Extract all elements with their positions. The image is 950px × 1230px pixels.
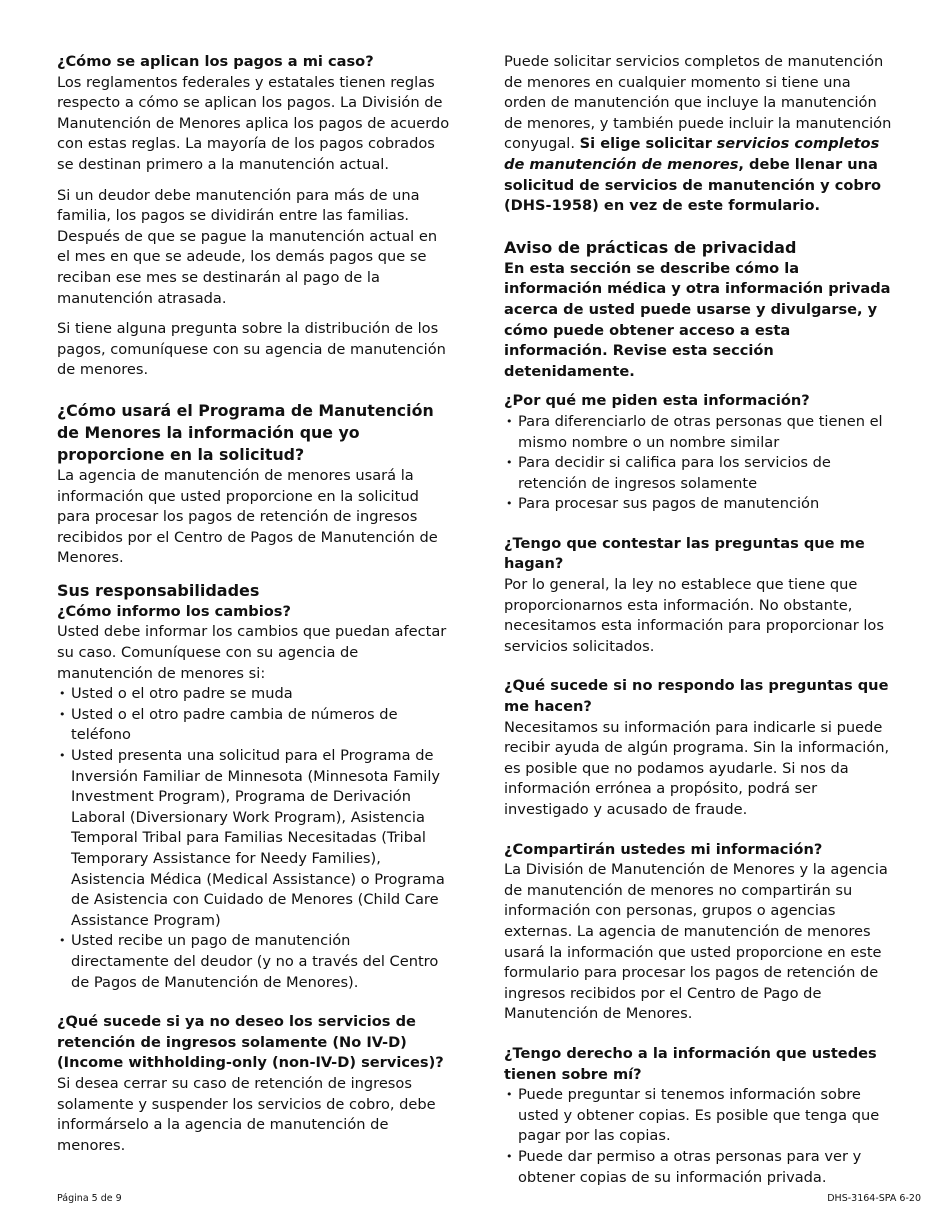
list-item: • Para diferenciarlo de otras personas que tienen el mismo nombre o un nombre similar bbox=[504, 412, 896, 453]
full-services-bold-start: Si elige solicitar bbox=[579, 135, 712, 153]
list-item: • Para decidir si califica para los servicios de retención de ingresos solamente bbox=[504, 453, 896, 494]
why-asked-list bbox=[504, 412, 896, 515]
left-column bbox=[57, 52, 452, 1156]
full-services-bold-italic: servicios completos de manutención de menores bbox=[504, 135, 880, 173]
form-id: DHS-3164-SPA 6-20 bbox=[827, 1193, 921, 1204]
heading-why-asked: ¿Por qué me piden esta información? bbox=[504, 392, 810, 410]
paragraph-payments-questions: Si tiene alguna pregunta sobre la distribución de los pagos, comuníquese con su agencia de manutención de menores. bbox=[57, 320, 446, 379]
right-column bbox=[504, 52, 896, 1188]
heading-privacy-notice: Aviso de prácticas de privacidad bbox=[504, 237, 797, 257]
page-number: Página 5 de 9 bbox=[57, 1193, 122, 1204]
heading-your-responsibilities: Sus responsabilidades bbox=[57, 580, 260, 600]
paragraph-will-share-info: La División de Manutención de Menores y la agencia de manutención de menores no compartirán su información con personas, grupos o agencias externas. La agencia de manutención de menores usará la información que usted proporcione en este formulario para procesar los pagos de retención de ingresos recibidos por el Centro de Pago de Manutención de Menores. bbox=[504, 861, 888, 1023]
heading-right-to-info: ¿Tengo derecho a la información que ustedes tienen sobre mí? bbox=[504, 1044, 877, 1083]
heading-must-answer: ¿Tengo que contestar las preguntas que me hagan? bbox=[504, 534, 865, 573]
full-services-bold-end: , debe llenar una solicitud de servicios de manutención y cobro (DHS-1958) en vez de este formulario. bbox=[504, 155, 882, 215]
paragraph-payments-multiple-families: Si un deudor debe manutención para más de una familia, los pagos se dividirán entre las familias. Después de que se pague la manutención actual en el mes en que se adeude, los demás pagos que se reciban ese mes se destinarán al pago de la manutención atrasada. bbox=[57, 186, 438, 307]
paragraph-full-services bbox=[504, 52, 896, 217]
right-to-info-list bbox=[504, 1085, 896, 1188]
list-item: • Para procesar sus pagos de manutención bbox=[504, 494, 896, 515]
list-item: • Puede dar permiso a otras personas para ver y obtener copias de su información privada. bbox=[504, 1147, 896, 1188]
heading-how-program-uses-info: ¿Cómo usará el Programa de Manutención de Menores la información que yo proporcione en la solicitud? bbox=[57, 400, 434, 464]
list-item: • Usted presenta una solicitud para el Programa de Inversión Familiar de Minnesota (Minnesota Family Investment Program), Programa de Derivación Laboral (Diversionary Work Program), Asistencia Temporal Tribal para Familias Necesitadas (Tribal Temporary Assistance for Needy Families), Asistencia Médica (Medical Assistance) o Programa de Asistencia con Cuidado de Menores (Child Care Assistance Program) bbox=[57, 746, 452, 931]
heading-will-share-info: ¿Compartirán ustedes mi información? bbox=[504, 840, 823, 858]
heading-no-longer-want-services: ¿Qué sucede si ya no deseo los servicios de retención de ingresos solamente (No IV-D) (Income withholding-only (non-IV-D) services)? bbox=[57, 1013, 444, 1072]
paragraph-must-answer: Por lo general, la ley no establece que tiene que proporcionarnos esta información. No obstante, necesitamos esta información para proporcionar los servicios solicitados. bbox=[504, 576, 884, 655]
list-item: • Usted recibe un pago de manutención directamente del deudor (y no a través del Centro de Pagos de Manutención de Menores). bbox=[57, 931, 452, 993]
heading-how-payments-applied: ¿Cómo se aplican los pagos a mi caso? bbox=[57, 53, 374, 70]
list-item: • Usted o el otro padre se muda bbox=[57, 684, 452, 705]
heading-if-not-answer: ¿Qué sucede si no respondo las preguntas que me hacen? bbox=[504, 677, 889, 716]
paragraph-report-changes: Usted debe informar los cambios que puedan afectar su caso. Comuníquese con su agencia de manutención de menores si: bbox=[57, 623, 447, 682]
paragraph-if-not-answer: Necesitamos su información para indicarle si puede recibir ayuda de algún programa. Sin la información, es posible que no podamos ayudarle. Si nos da información errónea a propósito, podrá ser investigado y acusado de fraude. bbox=[504, 718, 890, 818]
paragraph-close-case: Si desea cerrar su caso de retención de ingresos solamente y suspender los servicios de cobro, debe informárselo a la agencia de manutención de menores. bbox=[57, 1074, 436, 1154]
paragraph-program-uses-info: La agencia de manutención de menores usará la información que usted proporcione en la solicitud para procesar los pagos de retención de ingresos recibidos por el Centro de Pagos de Manutención de Menores. bbox=[57, 466, 438, 567]
heading-how-report-changes: ¿Cómo informo los cambios? bbox=[57, 602, 291, 620]
paragraph-privacy-notice: En esta sección se describe cómo la información médica y otra información privada acerca de usted puede usarse y divulgarse, y cómo puede obtener acceso a esta información. Revise esta sección detenidamente. bbox=[504, 259, 891, 380]
changes-list bbox=[57, 684, 452, 993]
full-services-text: Puede solicitar servicios completos de manutención de menores en cualquier momento si tiene una orden de manutención que incluye la manutención de menores, y también puede incluir la manutención conyugal. bbox=[504, 53, 892, 153]
list-item: • Usted o el otro padre cambia de números de teléfono bbox=[57, 705, 452, 746]
list-item: • Puede preguntar si tenemos información sobre usted y obtener copias. Es posible que tenga que pagar por las copias. bbox=[504, 1085, 896, 1147]
paragraph-payments-rules: Los reglamentos federales y estatales tienen reglas respecto a cómo se aplican los pagos. La División de Manutención de Menores aplica los pagos de acuerdo con estas reglas. La mayoría de los pagos cobrados se destinan primero a la manutención actual. bbox=[57, 73, 450, 173]
